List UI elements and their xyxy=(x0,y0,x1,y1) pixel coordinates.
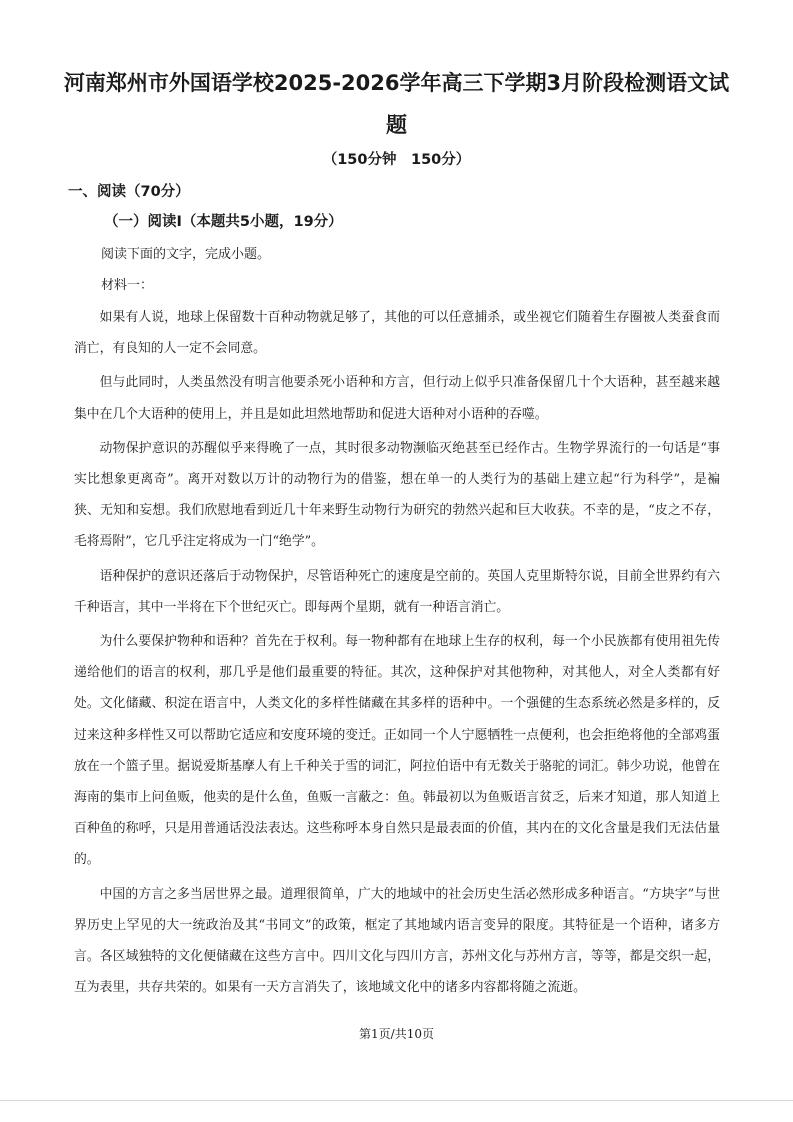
paragraph: 动物保护意识的苏醒似乎来得晚了一点，其时很多动物濒临灭绝甚至已经作古。生物学界流行的一句话是“事实比想象更离奇”。离开对数以万计的动物行为的借鉴，想在单一的人类行为的基础上建立起“行为科学”，是褊狭、无知和妄想。我们欣慰地看到近几十年来野生动物行为研究的勃然兴起和巨大收获。不幸的是，“皮之不存，毛将焉附”，它几乎注定将成为一门“绝学”。 xyxy=(74,440,720,550)
paragraph: 中国的方言之多当居世界之最。道理很简单，广大的地域中的社会历史生活必然形成多种语言。“方块字”与世界历史上罕见的大一统政治及其“书同文”的政策，框定了其地域内语言变异的限度。其特征是一个语种，诸多方言。各区域独特的文化便储藏在这些方言中。四川文化与四川方言，苏州文化与苏州方言，等等，都是交织一起，互为表里，共存共荣的。如果有一天方言消失了，该地域文化中的诸多内容都将随之流逝。 xyxy=(74,886,720,996)
document-title: 河南郑州市外国语学校2025-2026学年高三下学期3月阶段检测语文试题 xyxy=(63,71,730,137)
exam-duration-score: （150分钟 150分） xyxy=(322,152,471,168)
paragraph: 为什么要保护物种和语种？首先在于权利。每一物种都有在地球上生存的权利，每一个小民族都有使用祖先传递给他们的语言的权利，那几乎是他们最重要的特征。其次，这种保护对其他物种，对其他人，对全人类都有好处。文化储藏、积淀在语言中，人类文化的多样性储藏在其多样的语种中。一个强健的生态系统必然是多样的，反过来这种多样性又可以帮助它适应和安度环境的变迁。正如同一个人宁愿牺牲一点便利，也会拒绝将他的全部鸡蛋放在一个篮子里。据说爱斯基摩人有上千种关于雪的词汇，阿拉伯语中有无数关于骆驼的词汇。韩少功说，他曾在海南的集市上问鱼贩，他卖的是什么鱼，鱼贩一言蔽之：鱼。韩最初以为鱼贩语言贫乏，后来才知道，那人知道上百种鱼的称呼，只是用普通话没法表达。这些称呼本身自然只是最表面的价值，其内在的文化含量是我们无法估量的。 xyxy=(74,634,720,868)
paragraph: 语种保护的意识还落后于动物保护，尽管语种死亡的速度是空前的。英国人克里斯特尔说，目前全世界约有六千种语言，其中一半将在下个世纪灭亡。即每两个星期，就有一种语言消亡。 xyxy=(74,568,720,615)
reading-instruction: 阅读下面的文字，完成小题。 xyxy=(101,247,271,262)
paragraph: 但与此同时，人类虽然没有明言他要杀死小语种和方言，但行动上似乎只准备保留几十个大语种，甚至越来越集中在几个大语种的使用上，并且是如此坦然地帮助和促进大语种对小语种的吞噬。 xyxy=(74,375,720,422)
material-label: 材料一： xyxy=(101,278,154,293)
passage-body xyxy=(74,302,720,1006)
section-heading: 一、阅读（70分） xyxy=(68,184,190,200)
page-number: 第1页/共10页 xyxy=(359,1027,434,1041)
page-divider xyxy=(0,1100,793,1101)
subsection-heading: （一）阅读Ⅰ（本题共5小题，19分） xyxy=(104,214,343,230)
paragraph: 如果有人说，地球上保留数十百种动物就足够了，其他的可以任意捕杀，或坐视它们随着生存圈被人类蚕食而消亡，有良知的人一定不会同意。 xyxy=(74,310,720,357)
